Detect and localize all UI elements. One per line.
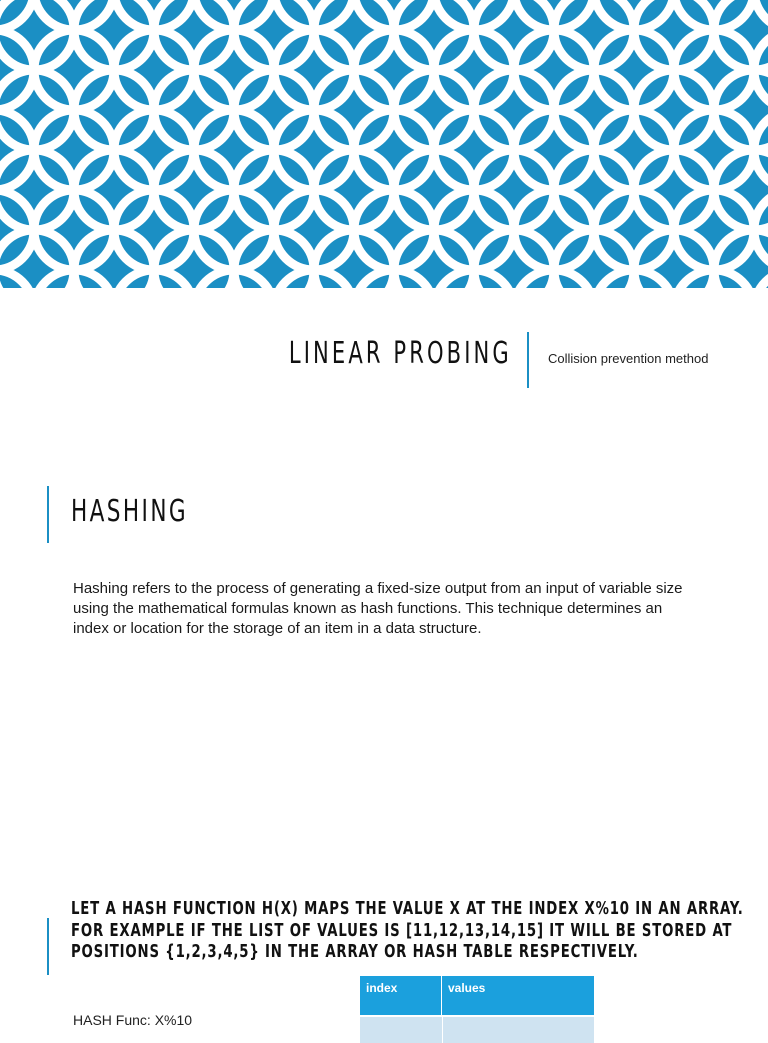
table-cell-index <box>360 1017 443 1043</box>
slide-title: LINEAR PROBING <box>289 336 512 371</box>
decorative-pattern-banner <box>0 0 768 288</box>
header-index: index <box>360 976 442 1015</box>
hashing-description: Hashing refers to the process of generating a fixed-size output from an input of variable size using the mathematical formulas known as hash functions. This technique determines an index or location for the storage of an item in a data structure. <box>73 580 683 637</box>
heading-accent-bar-2 <box>47 918 49 975</box>
section-heading-hashing: HASHING <box>71 494 189 529</box>
slide-subtitle: Collision prevention method <box>548 351 709 366</box>
heading-line-2: FOR EXAMPLE IF THE LIST OF VALUES IS [11,12,13,14,15] IT WILL BE STORED AT <box>71 919 733 941</box>
heading-accent-bar <box>47 486 49 543</box>
table-cell-value <box>443 1017 594 1043</box>
table-row <box>360 1015 594 1043</box>
heading-line-3: POSITIONS {1,2,3,4,5} IN THE ARRAY OR HASH TABLE RESPECTIVELY. <box>71 941 639 962</box>
hash-func-label: HASH Func: X%10 <box>73 1012 193 1028</box>
hash-table <box>360 976 594 1043</box>
title-slide <box>0 288 768 428</box>
heading-line-1: LET A HASH FUNCTION H(X) MAPS THE VALUE X AT THE INDEX X%10 IN AN ARRAY. <box>71 898 744 919</box>
table-header-row <box>360 976 594 1015</box>
header-values: values <box>448 981 486 995</box>
circle-pattern-graphic <box>0 0 768 288</box>
hash-function-heading <box>71 898 744 963</box>
title-divider <box>527 332 529 388</box>
